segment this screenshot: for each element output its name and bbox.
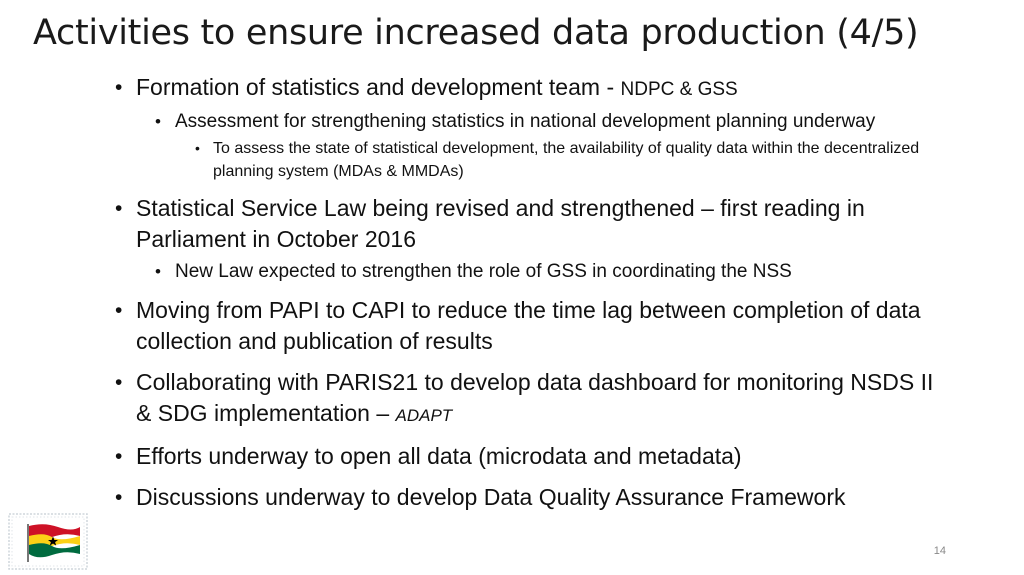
- bullet-text: Efforts underway to open all data (microdata and metadata): [136, 443, 742, 469]
- bullet-list: [115, 72, 955, 513]
- bullet-text: Statistical Service Law being revised and strengthened – first reading in Parliament in October 2016: [136, 195, 865, 252]
- sub-sub-bullet-text: To assess the state of statistical development, the availability of quality data within the decentralized planning system (MDAs & MMDAs): [213, 140, 920, 180]
- bullet-item: [115, 72, 955, 105]
- bullet-dot-icon: •: [155, 262, 161, 281]
- bullet-dot-icon: •: [115, 76, 123, 99]
- bullet-dot-icon: •: [155, 112, 161, 131]
- slide-title: Activities to ensure increased data production (4/5): [33, 13, 919, 53]
- bullet-dot-icon: •: [115, 197, 123, 220]
- bullet-dot-icon: •: [115, 445, 123, 468]
- sub-bullet-text: New Law expected to strengthen the role of GSS in coordinating the NSS: [175, 261, 792, 282]
- bullet-dot-icon: •: [195, 140, 200, 156]
- bullet-text: Discussions underway to develop Data Quality Assurance Framework: [136, 484, 846, 510]
- sub-sub-bullet-item: [195, 137, 955, 183]
- bullet-text-suffix: ADAPT: [395, 406, 453, 425]
- bullet-text: Moving from PAPI to CAPI to reduce the time lag between completion of data collection and publication of results: [136, 297, 921, 354]
- sub-bullet-item: [155, 258, 955, 285]
- bullet-text: Formation of statistics and development team -: [136, 74, 621, 100]
- bullet-item: [115, 367, 955, 431]
- bullet-item: [115, 193, 955, 255]
- bullet-text-suffix: NDPC & GSS: [620, 79, 738, 100]
- page-number: 14: [933, 545, 946, 557]
- ghana-flag-emblem-icon: [8, 513, 88, 570]
- bullet-dot-icon: •: [115, 486, 123, 509]
- bullet-text: Collaborating with PARIS21 to develop data dashboard for monitoring NSDS II & SDG implementation –: [136, 369, 934, 426]
- bullet-item: [115, 295, 955, 357]
- bullet-dot-icon: •: [115, 371, 123, 394]
- bullet-dot-icon: •: [115, 299, 123, 322]
- bullet-item: [115, 441, 955, 472]
- sub-bullet-text: Assessment for strengthening statistics in national development planning underway: [175, 111, 876, 132]
- sub-bullet-item: [155, 108, 955, 135]
- bullet-item: [115, 482, 955, 513]
